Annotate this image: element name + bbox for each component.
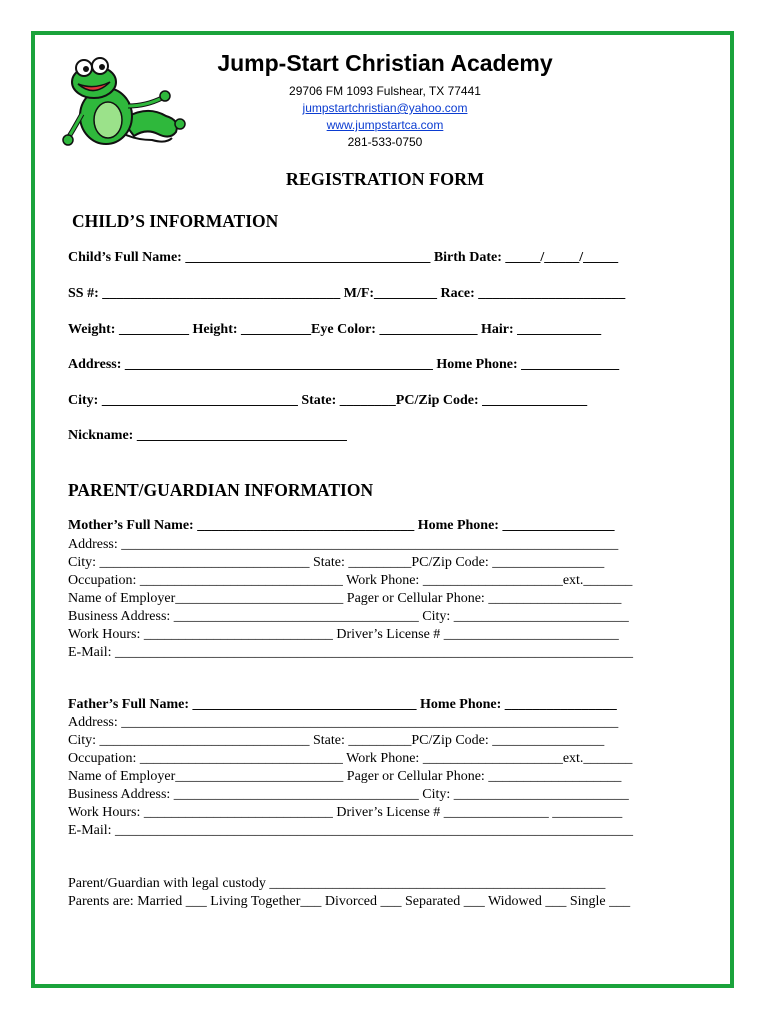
- father-work-hours-field[interactable]: Work Hours: ___________________________ Driver’s License # _______________ __________: [68, 805, 623, 820]
- child-name-field[interactable]: Child’s Full Name: ___________________________________ Birth Date: _____/_____/_____: [68, 250, 619, 265]
- father-email-field[interactable]: E-Mail: __________________________________________________________________________: [68, 823, 634, 838]
- child-ss-field[interactable]: SS #: __________________________________ M/F:_________ Race: _____________________: [68, 286, 626, 301]
- school-name: Jump-Start Christian Academy: [217, 50, 553, 76]
- child-address-field[interactable]: Address: ____________________________________________ Home Phone: ______________: [68, 357, 620, 372]
- school-address: 29706 FM 1093 Fulshear, TX 77441: [289, 84, 481, 98]
- mother-city-field[interactable]: City: ______________________________ State: _________PC/Zip Code: ________________: [68, 555, 605, 570]
- father-address-field[interactable]: Address: _______________________________________________________________________: [68, 715, 619, 730]
- father-city-field[interactable]: City: ______________________________ State: _________PC/Zip Code: ________________: [68, 733, 605, 748]
- mother-occupation-field[interactable]: Occupation: _____________________________ Work Phone: ____________________ext._______: [68, 573, 633, 588]
- child-physical-field[interactable]: Weight: __________ Height: __________Eye Color: ______________ Hair: ____________: [68, 322, 602, 337]
- parent-status-field[interactable]: Parents are: Married ___ Living Together___ Divorced ___ Separated ___ Widowed ___ Single ___: [68, 894, 631, 909]
- parent-info-heading: PARENT/GUARDIAN INFORMATION: [68, 480, 374, 500]
- mother-name-field[interactable]: Mother’s Full Name: _______________________________ Home Phone: ________________: [68, 518, 615, 533]
- father-employer-field[interactable]: Name of Employer________________________ Pager or Cellular Phone: ___________________: [68, 769, 622, 784]
- form-title: REGISTRATION FORM: [285, 169, 485, 189]
- mother-address-field[interactable]: Address: _______________________________________________________________________: [68, 537, 619, 552]
- legal-custody-field[interactable]: Parent/Guardian with legal custody ________________________________________________: [68, 876, 606, 891]
- school-phone: 281-533-0750: [347, 135, 423, 149]
- child-info-heading: CHILD’S INFORMATION: [72, 211, 279, 231]
- school-email-link[interactable]: jumpstartchristian@yahoo.com: [302, 101, 468, 115]
- child-nickname-field[interactable]: Nickname: ______________________________: [68, 428, 347, 443]
- mother-employer-field[interactable]: Name of Employer________________________ Pager or Cellular Phone: ___________________: [68, 591, 622, 606]
- child-city-field[interactable]: City: ____________________________ State: ________PC/Zip Code: _______________: [68, 393, 588, 408]
- father-business-address-field[interactable]: Business Address: ___________________________________ City: _________________________: [68, 787, 629, 802]
- father-name-field[interactable]: Father’s Full Name: ________________________________ Home Phone: ________________: [68, 697, 617, 712]
- father-occupation-field[interactable]: Occupation: _____________________________ Work Phone: ____________________ext._______: [68, 751, 633, 766]
- school-website-link[interactable]: www.jumpstartca.com: [326, 118, 444, 132]
- mother-business-address-field[interactable]: Business Address: ___________________________________ City: _________________________: [68, 609, 629, 624]
- mother-email-field[interactable]: E-Mail: __________________________________________________________________________: [68, 645, 634, 660]
- mother-work-hours-field[interactable]: Work Hours: ___________________________ Driver’s License # _________________________: [68, 627, 619, 642]
